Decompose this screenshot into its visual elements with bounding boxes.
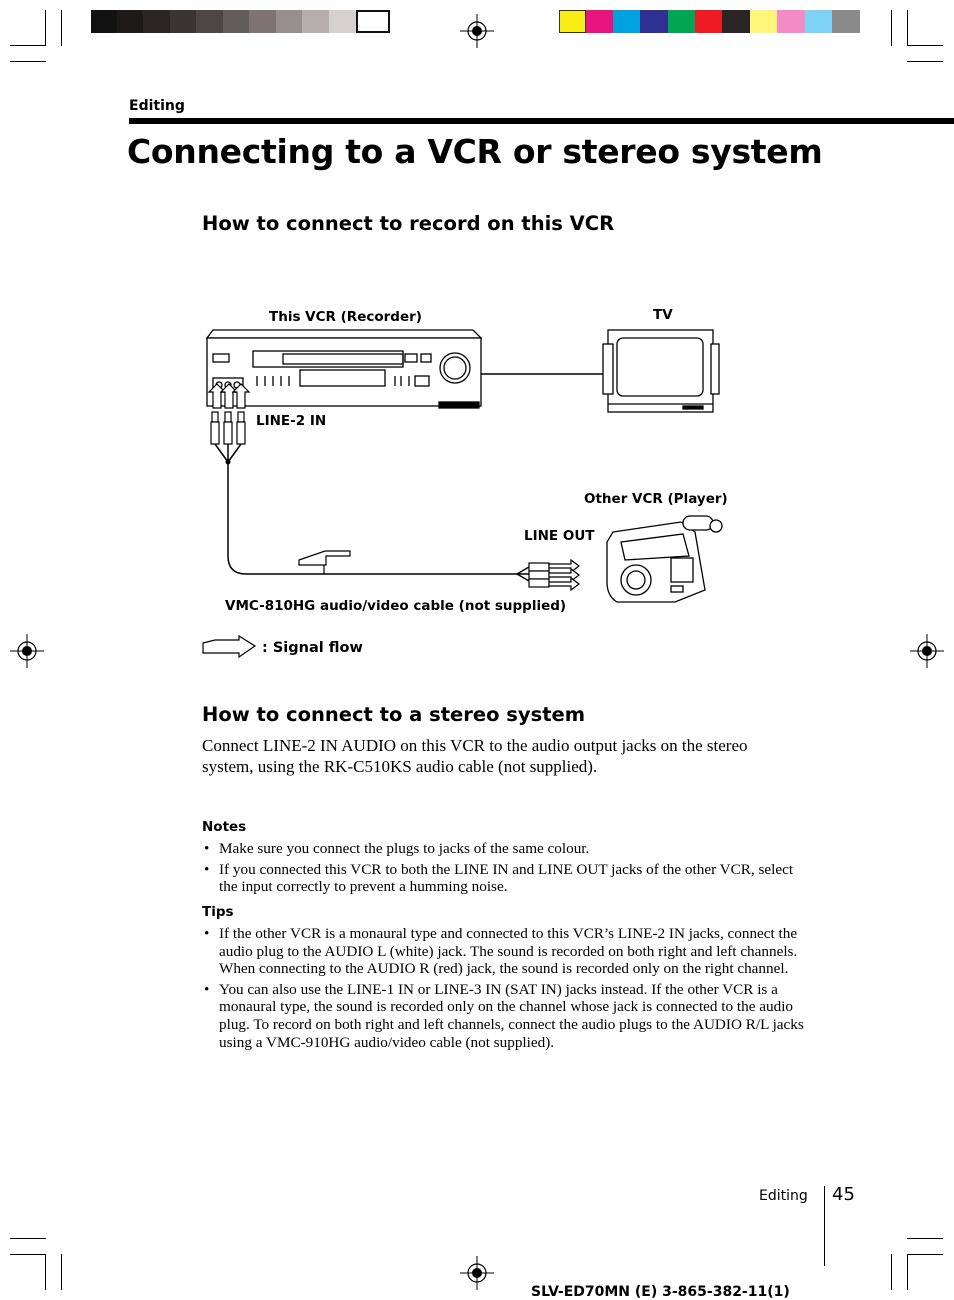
- gray-swatch: [302, 10, 329, 33]
- connection-diagram: [195, 320, 735, 660]
- list-item: • If you connected this VCR to both the LINE IN and LINE OUT jacks of the other VCR, select the input correctly to prevent a humming noise.: [202, 861, 807, 896]
- line-out-label: LINE OUT: [524, 528, 595, 544]
- registration-mark-left: [10, 634, 44, 668]
- registration-mark-top: [460, 14, 494, 48]
- tv-label: TV: [653, 307, 673, 323]
- tips-list: [202, 925, 807, 1054]
- signal-flow-arrow: [299, 551, 350, 565]
- color-swatch: [668, 10, 695, 33]
- player-label: Other VCR (Player): [584, 491, 728, 507]
- gray-swatch: [117, 10, 143, 33]
- gray-swatch: [196, 10, 223, 33]
- gray-swatch: [143, 10, 170, 33]
- color-swatch: [805, 10, 832, 33]
- input-arrows-icon: [209, 384, 249, 408]
- notes-list: [202, 840, 807, 899]
- stereo-paragraph: Connect LINE-2 IN AUDIO on this VCR to the audio output jacks on the stereo system, using the RK-C510KS audio cable (not supplied).: [202, 736, 748, 776]
- signal-flow-legend-icon: [203, 636, 255, 657]
- color-swatch: [832, 10, 860, 33]
- gray-swatch: [356, 10, 390, 33]
- page-title: Connecting to a VCR or stereo system: [127, 132, 823, 171]
- color-swatch: [750, 10, 777, 33]
- tv-icon: [603, 330, 719, 412]
- registration-mark-bottom: [460, 1256, 494, 1290]
- camcorder-player-icon: [607, 516, 722, 602]
- section-label: Editing: [129, 98, 185, 114]
- footer-section-label: Editing: [759, 1188, 808, 1204]
- recorder-label: This VCR (Recorder): [269, 309, 422, 325]
- signal-flow-label: : Signal flow: [262, 640, 363, 656]
- header-rule: [129, 118, 954, 124]
- gray-swatch: [91, 10, 117, 33]
- cable-label: VMC-810HG audio/video cable (not supplied): [225, 598, 567, 614]
- footer-divider: [824, 1186, 825, 1266]
- stereo-heading: How to connect to a stereo system: [202, 703, 586, 726]
- list-item: • You can also use the LINE-1 IN or LINE-3 IN (SAT IN) jacks instead. If the other VCR is a monaural type, the sound is recorded only on the channel whose jack is connected to the audio plug. To record on both right and left channels, connect the audio plugs to the AUDIO R/L jacks using a VMC-910HG audio/video cable (not supplied).: [202, 981, 807, 1051]
- color-swatch: [722, 10, 750, 33]
- page-number: 45: [832, 1184, 855, 1205]
- record-heading: How to connect to record on this VCR: [202, 212, 615, 235]
- gray-swatch: [249, 10, 276, 33]
- color-swatch: [586, 10, 613, 33]
- list-item: • If the other VCR is a monaural type and connected to this VCR’s LINE-2 IN jacks, connect the audio plug to the AUDIO L (white) jack. The sound is recorded on both right and left channels. When connecting to the AUDIO R (red) jack, the sound is recorded only on the right channel.: [202, 925, 807, 978]
- color-swatch: [640, 10, 668, 33]
- color-swatch: [695, 10, 722, 33]
- rca-plugs-player: [529, 563, 549, 587]
- gray-swatch: [170, 10, 196, 33]
- footer-model-code: SLV-ED70MN (E) 3-865-382-11(1): [531, 1284, 790, 1300]
- line2-in-label: LINE-2 IN: [256, 413, 327, 429]
- tips-heading: Tips: [202, 904, 234, 920]
- gray-swatch: [223, 10, 249, 33]
- notes-heading: Notes: [202, 819, 247, 835]
- color-swatch: [613, 10, 640, 33]
- color-swatch: [559, 10, 586, 33]
- recorder-vcr-icon: [207, 330, 481, 408]
- gray-swatch: [329, 10, 356, 33]
- list-item: • Make sure you connect the plugs to jacks of the same colour.: [202, 840, 807, 858]
- rca-plugs-recorder: [211, 412, 245, 444]
- output-arrows-icon: [549, 560, 579, 590]
- registration-mark-right: [910, 634, 944, 668]
- gray-swatch: [276, 10, 302, 33]
- color-swatch: [777, 10, 805, 33]
